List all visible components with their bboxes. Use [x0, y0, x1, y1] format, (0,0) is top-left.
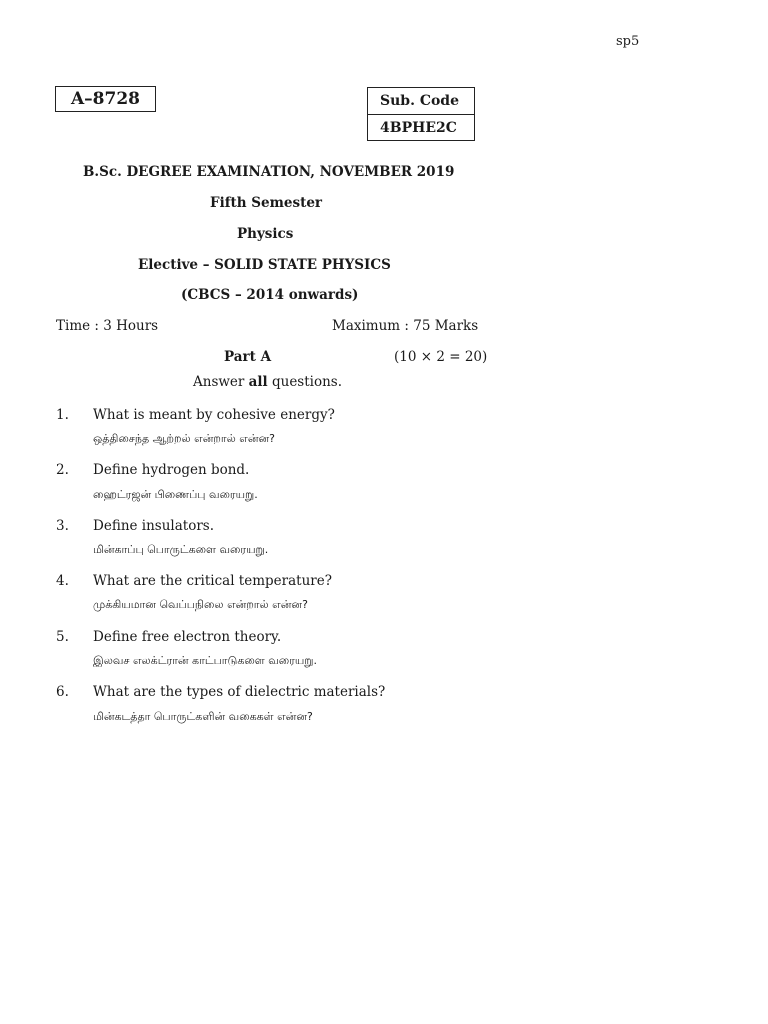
instruction-pre: Answer	[193, 374, 249, 390]
question-number: 2.	[56, 462, 69, 478]
question-number: 6.	[56, 684, 69, 700]
exam-title: B.Sc. DEGREE EXAMINATION, NOVEMBER 2019	[83, 164, 455, 180]
question-number: 5.	[56, 629, 69, 645]
question-tamil: முக்கியமான வெப்பநிலை என்றால் என்ன?	[93, 598, 308, 611]
time: Time : 3 Hours	[56, 318, 159, 334]
part-title: Part A	[224, 349, 272, 365]
sub-code-value: 4BPHE2C	[368, 114, 474, 140]
question-tamil: மின்கடத்தா பொருட்களின் வகைகள் என்ன?	[93, 710, 313, 723]
question-text: What is meant by cohesive energy?	[93, 407, 335, 423]
question-text: What are the critical temperature?	[93, 573, 332, 589]
question-text: Define hydrogen bond.	[93, 462, 250, 478]
paper-code: A–8728	[70, 89, 140, 109]
question-tamil: மின்காப்பு பொருட்களை வரையறு.	[93, 543, 269, 556]
question-tamil: இலவச எலக்ட்ரான் காட்பாடுகளை வரையறு.	[93, 654, 317, 667]
question-number: 4.	[56, 573, 69, 589]
instruction-bold: all	[248, 374, 268, 390]
question-text: Define insulators.	[93, 518, 215, 534]
subject: Physics	[237, 226, 294, 242]
question-text: Define free electron theory.	[93, 629, 282, 645]
instruction-post: questions.	[267, 374, 343, 390]
question-tamil: ஹைட்ரஜன் பிணைப்பு வரையறு.	[93, 488, 258, 501]
question-number: 1.	[56, 407, 69, 423]
question-tamil: ஒத்திசைந்த ஆற்றல் என்றால் என்ன?	[93, 432, 275, 445]
sub-code-label: Sub. Code	[380, 93, 460, 109]
sub-code-box	[367, 87, 475, 141]
semester: Fifth Semester	[210, 195, 323, 211]
elective: Elective – SOLID STATE PHYSICS	[138, 257, 391, 273]
question-number: 3.	[56, 518, 69, 534]
instruction	[193, 374, 342, 390]
scheme: (CBCS – 2014 onwards)	[181, 287, 359, 303]
page-tag: sp5	[616, 34, 640, 49]
question-text: What are the types of dielectric materials?	[93, 684, 386, 700]
part-marks: (10 × 2 = 20)	[394, 349, 488, 365]
paper-code-box	[55, 86, 156, 112]
max-marks: Maximum : 75 Marks	[332, 318, 479, 334]
